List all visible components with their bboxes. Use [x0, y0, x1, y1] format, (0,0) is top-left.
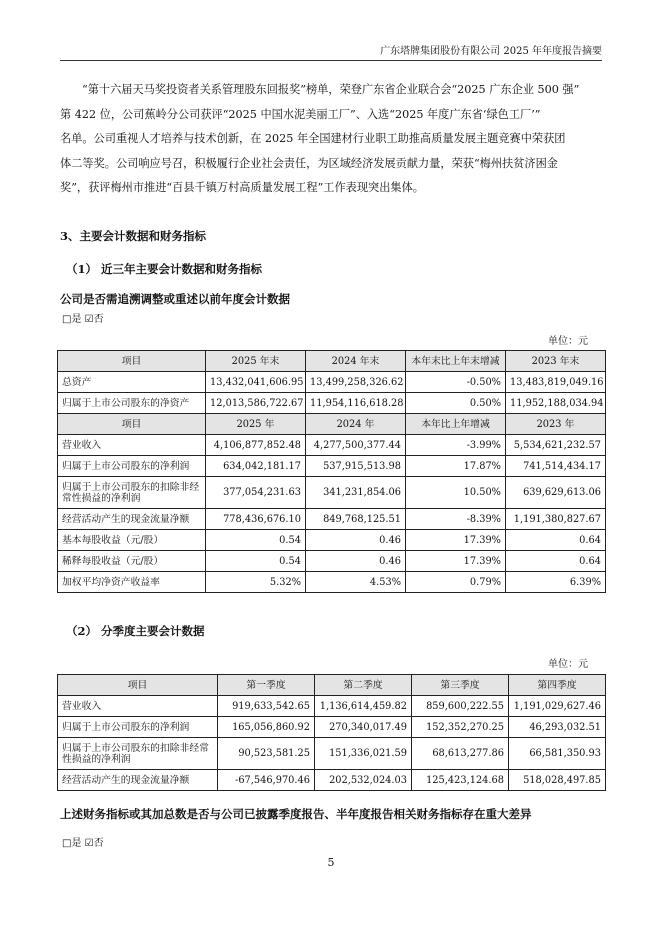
row-label: 稀释每股收益（元/股）	[58, 551, 206, 572]
value-cell: 1,136,614,459.82	[315, 696, 412, 717]
header-cell: 2024 年	[306, 414, 406, 435]
discrepancy-question: 上述财务指标或其加总数是否与公司已披露季度报告、半年度报告相关财务指标存在重大差异	[60, 807, 532, 821]
table-row	[58, 530, 606, 551]
table-header-row	[58, 351, 606, 372]
table-row	[58, 372, 606, 393]
value-cell: 66,581,350.93	[509, 738, 606, 770]
value-cell: -3.99%	[406, 435, 506, 456]
value-cell: 849,768,125.51	[306, 509, 406, 530]
value-cell: 919,633,542.65	[218, 696, 315, 717]
row-label: 归属于上市公司股东的扣除非经常性损益的净利润	[58, 738, 218, 770]
table-row	[58, 572, 606, 593]
row-label: 营业收入	[58, 696, 218, 717]
value-cell: 0.54	[206, 530, 306, 551]
value-cell: 90,523,581.25	[218, 738, 315, 770]
row-label: 归属于上市公司股东的净利润	[58, 456, 206, 477]
header-cell: 2025 年末	[206, 351, 306, 372]
table-row	[58, 435, 606, 456]
value-cell: 151,336,021.59	[315, 738, 412, 770]
table-row	[58, 477, 606, 509]
header-cell: 2024 年末	[306, 351, 406, 372]
header-cell: 2023 年	[506, 414, 606, 435]
value-cell: 4,106,877,852.48	[206, 435, 306, 456]
value-cell: 6.39%	[506, 572, 606, 593]
header-cell: 本年比上年增减	[406, 414, 506, 435]
table-row	[58, 509, 606, 530]
value-cell: 5.32%	[206, 572, 306, 593]
value-cell: 0.79%	[406, 572, 506, 593]
value-cell: 10.50%	[406, 477, 506, 509]
table-row	[58, 551, 606, 572]
row-label: 归属于上市公司股东的扣除非经常性损益的净利润	[58, 477, 206, 509]
value-cell: 17.87%	[406, 456, 506, 477]
header-cell: 本年末比上年末增减	[406, 351, 506, 372]
intro-paragraph	[60, 78, 602, 201]
row-label: 归属于上市公司股东的净利润	[58, 717, 218, 738]
value-cell: 778,436,676.10	[206, 509, 306, 530]
unit-label-2: 单位：元	[548, 659, 588, 670]
value-cell: 46,293,032.51	[509, 717, 606, 738]
value-cell: 639,629,613.06	[506, 477, 606, 509]
table-row	[58, 696, 606, 717]
value-cell: 741,514,434.17	[506, 456, 606, 477]
row-label: 经营活动产生的现金流量净额	[58, 770, 218, 791]
table-header-row	[58, 414, 606, 435]
value-cell: 152,352,270.25	[412, 717, 509, 738]
row-label: 基本每股收益（元/股）	[58, 530, 206, 551]
intro-line: 第 422 位，公司蕉岭分公司获评“2025 中国水泥美丽工厂”、入选“2025 年度广东省‘绿色工厂’”	[60, 107, 541, 121]
row-label: 加权平均净资产收益率	[58, 572, 206, 593]
value-cell: 125,423,124.68	[412, 770, 509, 791]
header-cell: 项目	[58, 675, 218, 696]
row-label: 总资产	[58, 372, 206, 393]
table-row	[58, 717, 606, 738]
table-row	[58, 456, 606, 477]
header-cell: 第四季度	[509, 675, 606, 696]
value-cell: 0.46	[306, 530, 406, 551]
value-cell: 1,191,029,627.46	[509, 696, 606, 717]
header-cell: 2023 年末	[506, 351, 606, 372]
header-cell: 第三季度	[412, 675, 509, 696]
intro-line: 体二等奖。公司响应号召，积极履行企业社会责任，为区域经济发展贡献力量，荣获“梅州扶贫济困金	[60, 156, 558, 170]
value-cell: 13,499,258,326.62	[306, 372, 406, 393]
value-cell: 518,028,497.85	[509, 770, 606, 791]
header-cell: 第一季度	[218, 675, 315, 696]
value-cell: -8.39%	[406, 509, 506, 530]
quarterly-data-table	[57, 674, 606, 791]
value-cell: 0.64	[506, 551, 606, 572]
value-cell: 4,277,500,377.44	[306, 435, 406, 456]
value-cell: 202,532,024.03	[315, 770, 412, 791]
discrepancy-options: □是 ☑否	[62, 838, 104, 849]
table-header-row	[58, 675, 606, 696]
header-cell: 项目	[58, 351, 206, 372]
value-cell: 165,056,860.92	[218, 717, 315, 738]
value-cell: 11,952,188,034.94	[506, 393, 606, 414]
table-row	[58, 393, 606, 414]
value-cell: 341,231,854.06	[306, 477, 406, 509]
restatement-options: □是 ☑否	[62, 314, 104, 325]
subsection-heading-2: （2） 分季度主要会计数据	[66, 624, 205, 638]
value-cell: 13,432,041,606.95	[206, 372, 306, 393]
value-cell: -67,546,970.46	[218, 770, 315, 791]
value-cell: 12,013,586,722.67	[206, 393, 306, 414]
value-cell: 4.53%	[306, 572, 406, 593]
value-cell: 5,534,621,232.57	[506, 435, 606, 456]
value-cell: 17.39%	[406, 530, 506, 551]
value-cell: 0.54	[206, 551, 306, 572]
intro-line: “第十六届天马奖投资者关系管理股东回报奖”榜单，荣登广东省企业联合会“2025 广东企业 500 强”	[82, 83, 580, 96]
intro-line: 奖”，获评梅州市推进“百县千镇万村高质量发展工程”工作表现突出集体。	[60, 181, 424, 194]
annual-data-table	[57, 350, 606, 593]
value-cell: 537,915,513.98	[306, 456, 406, 477]
row-label: 归属于上市公司股东的净资产	[58, 393, 206, 414]
value-cell: 13,483,819,049.16	[506, 372, 606, 393]
section-heading: 3、主要会计数据和财务指标	[60, 229, 207, 243]
header-cell: 第二季度	[315, 675, 412, 696]
row-label: 经营活动产生的现金流量净额	[58, 509, 206, 530]
value-cell: 270,340,017.49	[315, 717, 412, 738]
value-cell: 0.64	[506, 530, 606, 551]
unit-label-1: 单位：元	[548, 336, 588, 347]
value-cell: 377,054,231.63	[206, 477, 306, 509]
subsection-heading-1: （1） 近三年主要会计数据和财务指标	[66, 262, 263, 276]
value-cell: 859,600,222.55	[412, 696, 509, 717]
value-cell: 11,954,116,618.28	[306, 393, 406, 414]
value-cell: 68,613,277.86	[412, 738, 509, 770]
value-cell: -0.50%	[406, 372, 506, 393]
value-cell: 17.39%	[406, 551, 506, 572]
value-cell: 1,191,380,827.67	[506, 509, 606, 530]
row-label: 营业收入	[58, 435, 206, 456]
restatement-question: 公司是否需追溯调整或重述以前年度会计数据	[60, 292, 290, 306]
value-cell: 0.50%	[406, 393, 506, 414]
table-row	[58, 738, 606, 770]
intro-line: 名单。公司重视人才培养与技术创新，在 2025 年全国建材行业职工助推高质量发展主题竞赛中荣获团	[60, 132, 566, 145]
page-header: 广东塔牌集团股份有限公司 2025 年年度报告摘要	[60, 45, 602, 61]
value-cell: 0.46	[306, 551, 406, 572]
page-number: 5	[327, 856, 335, 869]
table-row	[58, 770, 606, 791]
value-cell: 634,042,181.17	[206, 456, 306, 477]
header-cell: 2025 年	[206, 414, 306, 435]
header-cell: 项目	[58, 414, 206, 435]
